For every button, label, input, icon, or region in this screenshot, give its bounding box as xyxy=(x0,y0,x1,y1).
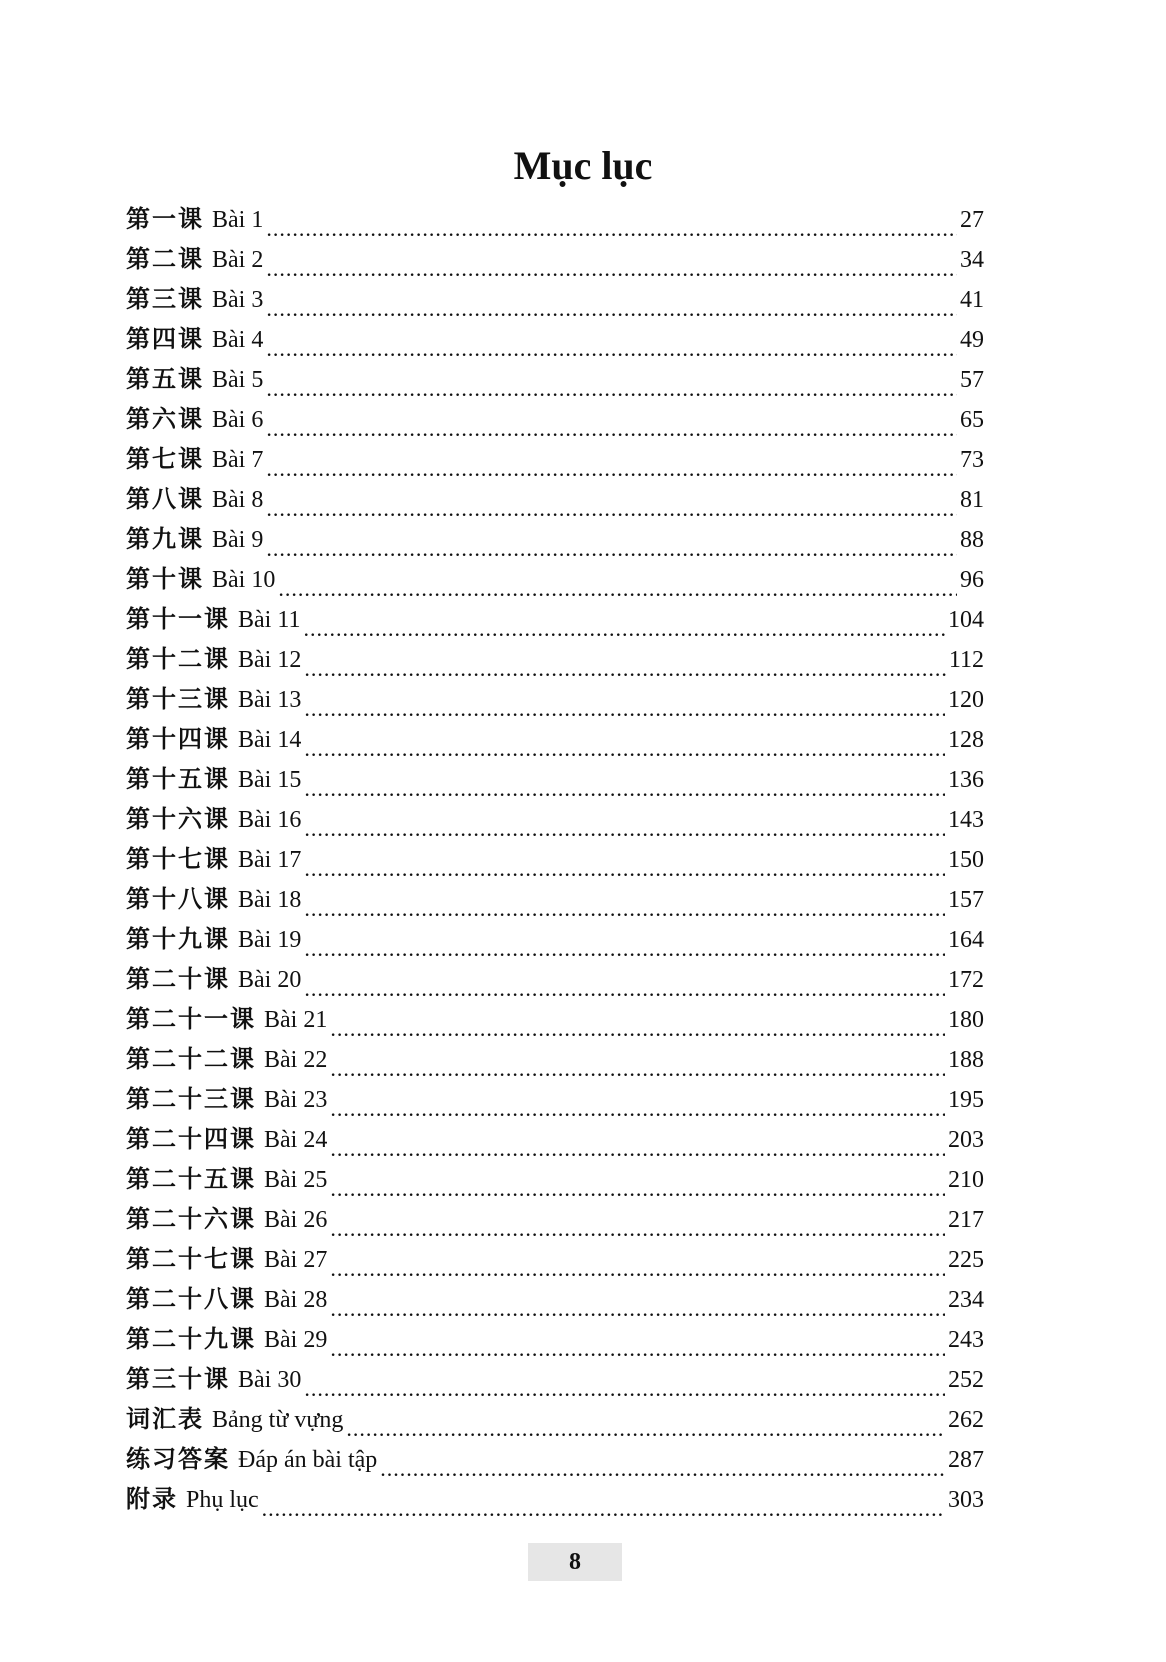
toc-entry-chinese-title: 第十一课 xyxy=(126,604,230,633)
toc-entry-page-number: 195 xyxy=(948,1087,984,1113)
dot-leader xyxy=(346,1410,945,1440)
toc-entry-vietnamese-title: Bài 1 xyxy=(212,207,264,233)
toc-entry[interactable] xyxy=(126,1240,984,1280)
toc-entry-chinese-title: 第七课 xyxy=(126,444,204,473)
toc-entry-vietnamese-title: Đáp án bài tập xyxy=(238,1447,378,1473)
toc-entry[interactable] xyxy=(126,600,984,640)
toc-entry-vietnamese-title: Bài 17 xyxy=(238,847,302,873)
toc-entry[interactable] xyxy=(126,640,984,680)
dot-leader xyxy=(330,1130,945,1160)
toc-entry-page-number: 157 xyxy=(948,887,984,913)
toc-entry-chinese-title: 练习答案 xyxy=(126,1444,230,1473)
toc-entry-label xyxy=(126,999,327,1040)
toc-entry-vietnamese-title: Bài 22 xyxy=(264,1047,328,1073)
toc-entry-page-number: 172 xyxy=(948,967,984,993)
toc-entry-label xyxy=(126,239,263,280)
toc-entry-page-number: 180 xyxy=(948,1007,984,1033)
toc-entry-vietnamese-title: Bài 14 xyxy=(238,727,302,753)
toc-entry-vietnamese-title: Bài 8 xyxy=(212,487,264,513)
toc-entry-vietnamese-title: Bài 23 xyxy=(264,1087,328,1113)
toc-entry-label xyxy=(126,279,263,320)
toc-entry-page-number: 203 xyxy=(948,1127,984,1153)
dot-leader xyxy=(304,890,945,920)
toc-entry-vietnamese-title: Bài 25 xyxy=(264,1167,328,1193)
toc-entry-label xyxy=(126,1279,327,1320)
toc-entry-chinese-title: 第六课 xyxy=(126,404,204,433)
dot-leader xyxy=(266,490,957,520)
toc-entry-page-number: 252 xyxy=(948,1367,984,1393)
toc-entry-page-number: 243 xyxy=(948,1327,984,1353)
toc-entry-vietnamese-title: Bài 6 xyxy=(212,407,264,433)
toc-entry-page-number: 217 xyxy=(948,1207,984,1233)
toc-entry[interactable] xyxy=(126,680,984,720)
toc-entry-page-number: 73 xyxy=(960,447,984,473)
dot-leader xyxy=(266,210,957,240)
toc-entry-vietnamese-title: Bài 12 xyxy=(238,647,302,673)
toc-entry-vietnamese-title: Bài 27 xyxy=(264,1247,328,1273)
toc-entry[interactable] xyxy=(126,400,984,440)
toc-entry-page-number: 287 xyxy=(948,1447,984,1473)
toc-entry-vietnamese-title: Bài 2 xyxy=(212,247,264,273)
toc-entry-vietnamese-title: Bài 29 xyxy=(264,1327,328,1353)
toc-entry-vietnamese-title: Bài 28 xyxy=(264,1287,328,1313)
dot-leader xyxy=(330,1330,945,1360)
dot-leader xyxy=(266,290,957,320)
toc-entry[interactable] xyxy=(126,1480,984,1520)
toc-entry-page-number: 234 xyxy=(948,1287,984,1313)
toc-entry-chinese-title: 第三十课 xyxy=(126,1364,230,1393)
toc-entry-chinese-title: 第二十四课 xyxy=(126,1124,256,1153)
toc-entry-chinese-title: 第二十五课 xyxy=(126,1164,256,1193)
toc-entry[interactable] xyxy=(126,480,984,520)
toc-entry-label xyxy=(126,639,301,680)
toc-entry-vietnamese-title: Bài 5 xyxy=(212,367,264,393)
toc-entry[interactable] xyxy=(126,840,984,880)
toc-entry-page-number: 303 xyxy=(948,1487,984,1513)
dot-leader xyxy=(330,1170,945,1200)
page-number: 8 xyxy=(528,1543,622,1581)
toc-entry-label xyxy=(126,919,301,960)
toc-entry-vietnamese-title: Bài 21 xyxy=(264,1007,328,1033)
dot-leader xyxy=(330,1010,945,1040)
toc-entry-page-number: 96 xyxy=(960,567,984,593)
toc-entry-label xyxy=(126,1359,301,1400)
toc-entry-page-number: 49 xyxy=(960,327,984,353)
toc-entry-page-number: 104 xyxy=(948,607,984,633)
dot-leader xyxy=(330,1090,945,1120)
toc-entry-vietnamese-title: Bài 30 xyxy=(238,1367,302,1393)
dot-leader xyxy=(266,330,957,360)
toc-entry-chinese-title: 第十九课 xyxy=(126,924,230,953)
toc-entry-chinese-title: 第二十六课 xyxy=(126,1204,256,1233)
dot-leader xyxy=(330,1250,945,1280)
toc-entry-label xyxy=(126,1079,327,1120)
dot-leader xyxy=(278,570,957,600)
toc-entry[interactable] xyxy=(126,200,984,240)
dot-leader xyxy=(304,770,945,800)
dot-leader xyxy=(304,850,945,880)
toc-entry-page-number: 88 xyxy=(960,527,984,553)
dot-leader xyxy=(304,730,945,760)
toc-entry-page-number: 112 xyxy=(948,647,984,673)
toc-entry-page-number: 225 xyxy=(948,1247,984,1273)
toc-entry-vietnamese-title: Bài 3 xyxy=(212,287,264,313)
toc-entry-page-number: 210 xyxy=(948,1167,984,1193)
toc-entry-label xyxy=(126,959,301,1000)
toc-entry-chinese-title: 第十二课 xyxy=(126,644,230,673)
toc-entry-page-number: 136 xyxy=(948,767,984,793)
toc-entry-vietnamese-title: Bài 7 xyxy=(212,447,264,473)
toc-entry-vietnamese-title: Bài 15 xyxy=(238,767,302,793)
toc-entry-label xyxy=(126,839,301,880)
toc-entry-vietnamese-title: Bài 4 xyxy=(212,327,264,353)
toc-entry[interactable] xyxy=(126,960,984,1000)
toc-entry-chinese-title: 第二十三课 xyxy=(126,1084,256,1113)
dot-leader xyxy=(304,930,945,960)
toc-entry-label xyxy=(126,479,263,520)
toc-entry-page-number: 150 xyxy=(948,847,984,873)
toc-entry-vietnamese-title: Bài 13 xyxy=(238,687,302,713)
toc-entry-label xyxy=(126,1239,327,1280)
toc-entry-chinese-title: 第十四课 xyxy=(126,724,230,753)
toc-entry-chinese-title: 第十五课 xyxy=(126,764,230,793)
toc-entry-page-number: 164 xyxy=(948,927,984,953)
toc-entry-chinese-title: 附录 xyxy=(126,1484,178,1513)
dot-leader xyxy=(380,1450,945,1480)
toc-entry-label xyxy=(126,1399,343,1440)
toc-entry-chinese-title: 第二十八课 xyxy=(126,1284,256,1313)
toc-entry[interactable] xyxy=(126,440,984,480)
toc-entry-label xyxy=(126,199,263,240)
toc-entry-label xyxy=(126,319,263,360)
toc-entry-chinese-title: 第十课 xyxy=(126,564,204,593)
toc-entry-label xyxy=(126,399,263,440)
toc-entry-vietnamese-title: Bài 19 xyxy=(238,927,302,953)
toc-entry-page-number: 57 xyxy=(960,367,984,393)
toc-entry[interactable] xyxy=(126,1080,984,1120)
toc-entry[interactable] xyxy=(126,1160,984,1200)
toc-entry[interactable] xyxy=(126,920,984,960)
toc-entry-vietnamese-title: Bài 9 xyxy=(212,527,264,553)
toc-entry-vietnamese-title: Bài 11 xyxy=(238,607,301,633)
toc-entry[interactable] xyxy=(126,320,984,360)
toc-entry-label xyxy=(126,519,263,560)
toc-entry-label xyxy=(126,559,275,600)
toc-entry-vietnamese-title: Bài 20 xyxy=(238,967,302,993)
toc-entry-chinese-title: 第九课 xyxy=(126,524,204,553)
toc-entry-vietnamese-title: Bài 18 xyxy=(238,887,302,913)
toc-entry-label xyxy=(126,1199,327,1240)
toc-entry[interactable] xyxy=(126,1440,984,1480)
table-of-contents xyxy=(126,200,984,1520)
toc-entry-chinese-title: 第二十一课 xyxy=(126,1004,256,1033)
toc-entry[interactable] xyxy=(126,1320,984,1360)
toc-entry-chinese-title: 第五课 xyxy=(126,364,204,393)
dot-leader xyxy=(330,1210,945,1240)
dot-leader xyxy=(330,1050,945,1080)
toc-entry-page-number: 81 xyxy=(960,487,984,513)
toc-entry[interactable] xyxy=(126,760,984,800)
dot-leader xyxy=(303,610,945,640)
toc-entry-label xyxy=(126,679,301,720)
toc-entry-page-number: 41 xyxy=(960,287,984,313)
page-title: Mục lục xyxy=(513,143,653,188)
toc-entry[interactable] xyxy=(126,1200,984,1240)
toc-entry-chinese-title: 第一课 xyxy=(126,204,204,233)
toc-entry-vietnamese-title: Bài 16 xyxy=(238,807,302,833)
toc-entry-page-number: 128 xyxy=(948,727,984,753)
toc-entry-chinese-title: 第十八课 xyxy=(126,884,230,913)
toc-entry-chinese-title: 第二十九课 xyxy=(126,1324,256,1353)
toc-entry-label xyxy=(126,1319,327,1360)
dot-leader xyxy=(304,970,945,1000)
toc-entry-page-number: 262 xyxy=(948,1407,984,1433)
toc-entry-page-number: 27 xyxy=(960,207,984,233)
toc-entry[interactable] xyxy=(126,880,984,920)
toc-entry-vietnamese-title: Phụ lục xyxy=(186,1487,259,1513)
toc-entry-chinese-title: 第四课 xyxy=(126,324,204,353)
toc-entry-chinese-title: 第二课 xyxy=(126,244,204,273)
toc-entry[interactable] xyxy=(126,800,984,840)
toc-entry-chinese-title: 第十三课 xyxy=(126,684,230,713)
toc-entry-chinese-title: 第二十课 xyxy=(126,964,230,993)
toc-entry[interactable] xyxy=(126,720,984,760)
toc-entry-vietnamese-title: Bài 26 xyxy=(264,1207,328,1233)
toc-entry[interactable] xyxy=(126,240,984,280)
toc-entry[interactable] xyxy=(126,560,984,600)
toc-entry-label xyxy=(126,599,300,640)
dot-leader xyxy=(266,450,957,480)
toc-entry[interactable] xyxy=(126,1280,984,1320)
toc-entry-label xyxy=(126,359,263,400)
toc-entry-page-number: 34 xyxy=(960,247,984,273)
dot-leader xyxy=(304,650,946,680)
toc-entry-page-number: 65 xyxy=(960,407,984,433)
toc-entry[interactable] xyxy=(126,1000,984,1040)
dot-leader xyxy=(262,1490,945,1520)
toc-entry-label xyxy=(126,799,301,840)
toc-entry-vietnamese-title: Bảng từ vựng xyxy=(212,1407,344,1433)
toc-entry-chinese-title: 第二十二课 xyxy=(126,1044,256,1073)
toc-entry[interactable] xyxy=(126,1120,984,1160)
dot-leader xyxy=(304,810,945,840)
toc-entry-chinese-title: 第十六课 xyxy=(126,804,230,833)
toc-entry[interactable] xyxy=(126,1400,984,1440)
toc-entry-label xyxy=(126,1439,377,1480)
toc-entry-label xyxy=(126,1119,327,1160)
dot-leader xyxy=(266,250,957,280)
toc-entry-label xyxy=(126,1479,259,1520)
dot-leader xyxy=(304,1370,945,1400)
toc-entry-page-number: 120 xyxy=(948,687,984,713)
toc-entry-label xyxy=(126,879,301,920)
toc-entry-label xyxy=(126,1159,327,1200)
toc-entry-label xyxy=(126,1039,327,1080)
toc-entry-label xyxy=(126,439,263,480)
toc-entry-vietnamese-title: Bài 24 xyxy=(264,1127,328,1153)
toc-entry-chinese-title: 词汇表 xyxy=(126,1404,204,1433)
toc-entry[interactable] xyxy=(126,360,984,400)
dot-leader xyxy=(266,370,957,400)
dot-leader xyxy=(266,530,957,560)
toc-entry-chinese-title: 第八课 xyxy=(126,484,204,513)
toc-entry-page-number: 188 xyxy=(948,1047,984,1073)
dot-leader xyxy=(330,1290,945,1320)
dot-leader xyxy=(304,690,945,720)
toc-entry-label xyxy=(126,759,301,800)
toc-entry-vietnamese-title: Bài 10 xyxy=(212,567,276,593)
toc-entry[interactable] xyxy=(126,1360,984,1400)
toc-entry-chinese-title: 第三课 xyxy=(126,284,204,313)
dot-leader xyxy=(266,410,957,440)
toc-entry-label xyxy=(126,719,301,760)
toc-entry-chinese-title: 第十七课 xyxy=(126,844,230,873)
toc-entry-page-number: 143 xyxy=(948,807,984,833)
toc-entry-chinese-title: 第二十七课 xyxy=(126,1244,256,1273)
toc-entry[interactable] xyxy=(126,1040,984,1080)
toc-entry[interactable] xyxy=(126,520,984,560)
toc-entry[interactable] xyxy=(126,280,984,320)
